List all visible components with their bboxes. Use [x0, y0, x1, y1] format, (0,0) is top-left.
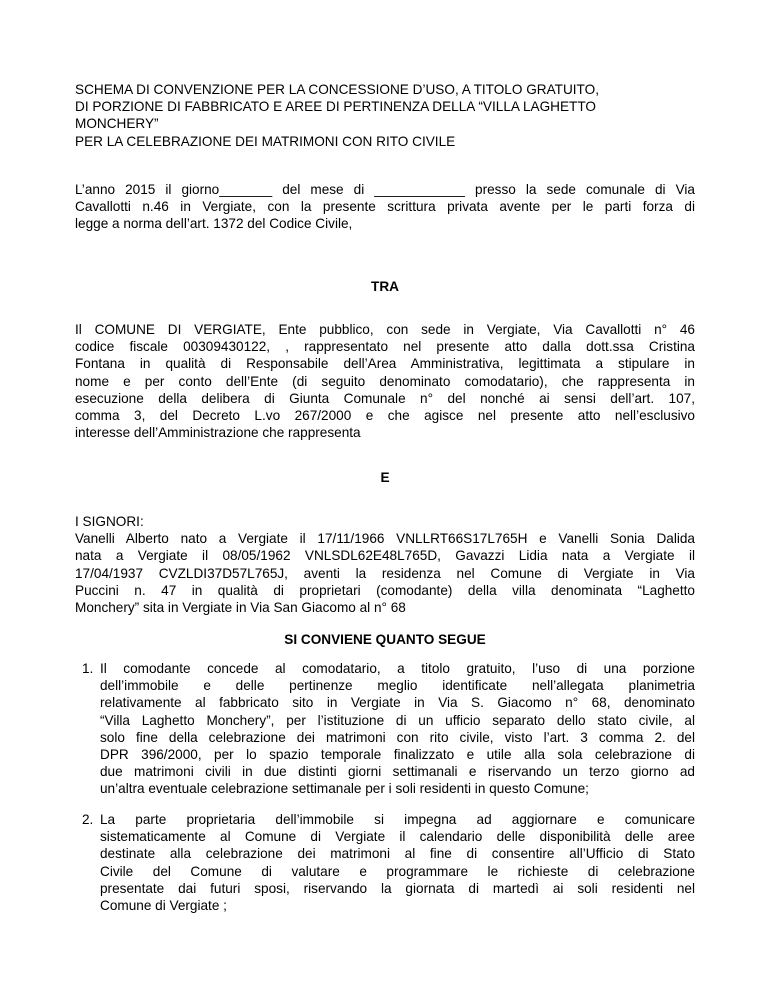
title-line: PER LA CELEBRAZIONE DEI MATRIMONI CON RITO CIVILE [75, 133, 456, 149]
clause-item [82, 811, 695, 914]
heading-tra: TRA [371, 279, 399, 294]
clause-item [82, 660, 695, 798]
clause-line: destinate alla celebrazione dei matrimoni al fine di consentire all’Ufficio di Stato [100, 846, 695, 862]
clause-line: relativamente al fabbricato sito in Vergiate in Via S. Giacomo n° 68, denominato [100, 695, 695, 711]
clause-line: DPR 396/2000, per lo spazio temporale finalizzato e utile alla sola celebrazione di [100, 747, 695, 763]
comune-line: interesse dell’Amministrazione che rappresenta [75, 425, 361, 441]
signori-line: 17/04/1937 CVZLDI37D57L765J, aventi la residenza nel Comune di Vergiate in Via [75, 565, 695, 581]
clause-number: 1. [82, 661, 94, 676]
signori-line: nata a Vergiate il 08/05/1962 VNLSDL62E48L765D, Gavazzi Lidia nata a Vergiate il [75, 548, 695, 564]
signori-line: Vanelli Alberto nato a Vergiate il 17/11/1966 VNLLRT66S17L765H e Vanelli Sonia Dalida [75, 531, 695, 547]
heading-e: E [380, 470, 390, 485]
clause-number: 2. [82, 812, 94, 827]
clause-line: un’altra eventuale celebrazione settimanale per i soli residenti in questo Comune; [100, 781, 589, 797]
clause-line: dell’immobile e delle pertinenze meglio identificate nell’allegata planimetria [100, 678, 695, 694]
clause-line: sistematicamente al Comune di Vergiate il calendario delle disponibilità delle aree [100, 829, 695, 845]
intro-line: legge a norma dell’art. 1372 del Codice Civile, [75, 216, 353, 232]
title-line: SCHEMA DI CONVENZIONE PER LA CONCESSIONE D’USO, A TITOLO GRATUITO, [75, 82, 599, 97]
comune-line: Fontana in qualità di Responsabile dell’Area Amministrativa, legittimata a stipulare in [75, 356, 695, 372]
title-line: DI PORZIONE DI FABBRICATO E AREE DI PERTINENZA DELLA “VILLA LAGHETTO [75, 99, 596, 115]
clause-line: “Villa Laghetto Monchery”, per l’istituzione di un ufficio separato dello stato civile, al [100, 712, 695, 728]
clause-line: solo fine della celebrazione dei matrimoni con rito civile, visto l’art. 3 comma 2. del [100, 729, 695, 745]
signori-paragraph [75, 513, 695, 616]
intro-line: Cavallotti n.46 in Vergiate, con la presente scrittura privata avente per le parti forza di [75, 199, 695, 215]
comune-paragraph [75, 321, 695, 441]
comune-line: comma 3, del Decreto L.vo 267/2000 e che agisce nel presente atto nell’esclusivo [75, 408, 695, 424]
title-line: MONCHERY” [75, 116, 159, 132]
comune-line: esecuzione della delibera di Giunta Comunale n° del nonché ai sensi dell’art. 107, [75, 390, 695, 406]
clause-line: due matrimoni civili in due distinti giorni settimanali e riservando un terzo giorno ad [100, 764, 695, 780]
comune-line: nome e per conto dell’Ente (di seguito denominato comodatario), che rappresenta in [75, 373, 695, 389]
signori-line: Puccini n. 47 in qualità di proprietari (comodante) della villa denominata “Laghetto [75, 582, 695, 598]
intro-line: L’anno 2015 il giorno_______ del mese di ____________ presso la sede comunale di Via [75, 182, 695, 197]
clause-line: Comune di Vergiate ; [100, 898, 227, 914]
signori-label: I SIGNORI: [75, 514, 144, 529]
clause-line: Civile del Comune di valutare e programmare le richieste di celebrazione [100, 863, 695, 879]
clause-line: presentate dai futuri sposi, riservando la giornata di martedì ai soli residenti nel [100, 880, 695, 896]
comune-line: codice fiscale 00309430122, , rappresentato nel presente atto dalla dott.ssa Cristina [75, 339, 695, 355]
heading-conviene: SI CONVIENE QUANTO SEGUE [284, 632, 486, 647]
document-title [75, 81, 695, 150]
clause-line: Il comodante concede al comodatario, a titolo gratuito, l’uso di una porzione [100, 661, 695, 676]
clause-line: La parte proprietaria dell’immobile si impegna ad aggiornare e comunicare [100, 812, 695, 827]
comune-line: Il COMUNE DI VERGIATE, Ente pubblico, con sede in Vergiate, Via Cavallotti n° 46 [75, 322, 695, 337]
signori-line: Monchery” sita in Vergiate in Via San Giacomo al n° 68 [75, 600, 406, 616]
intro-paragraph [75, 181, 695, 233]
